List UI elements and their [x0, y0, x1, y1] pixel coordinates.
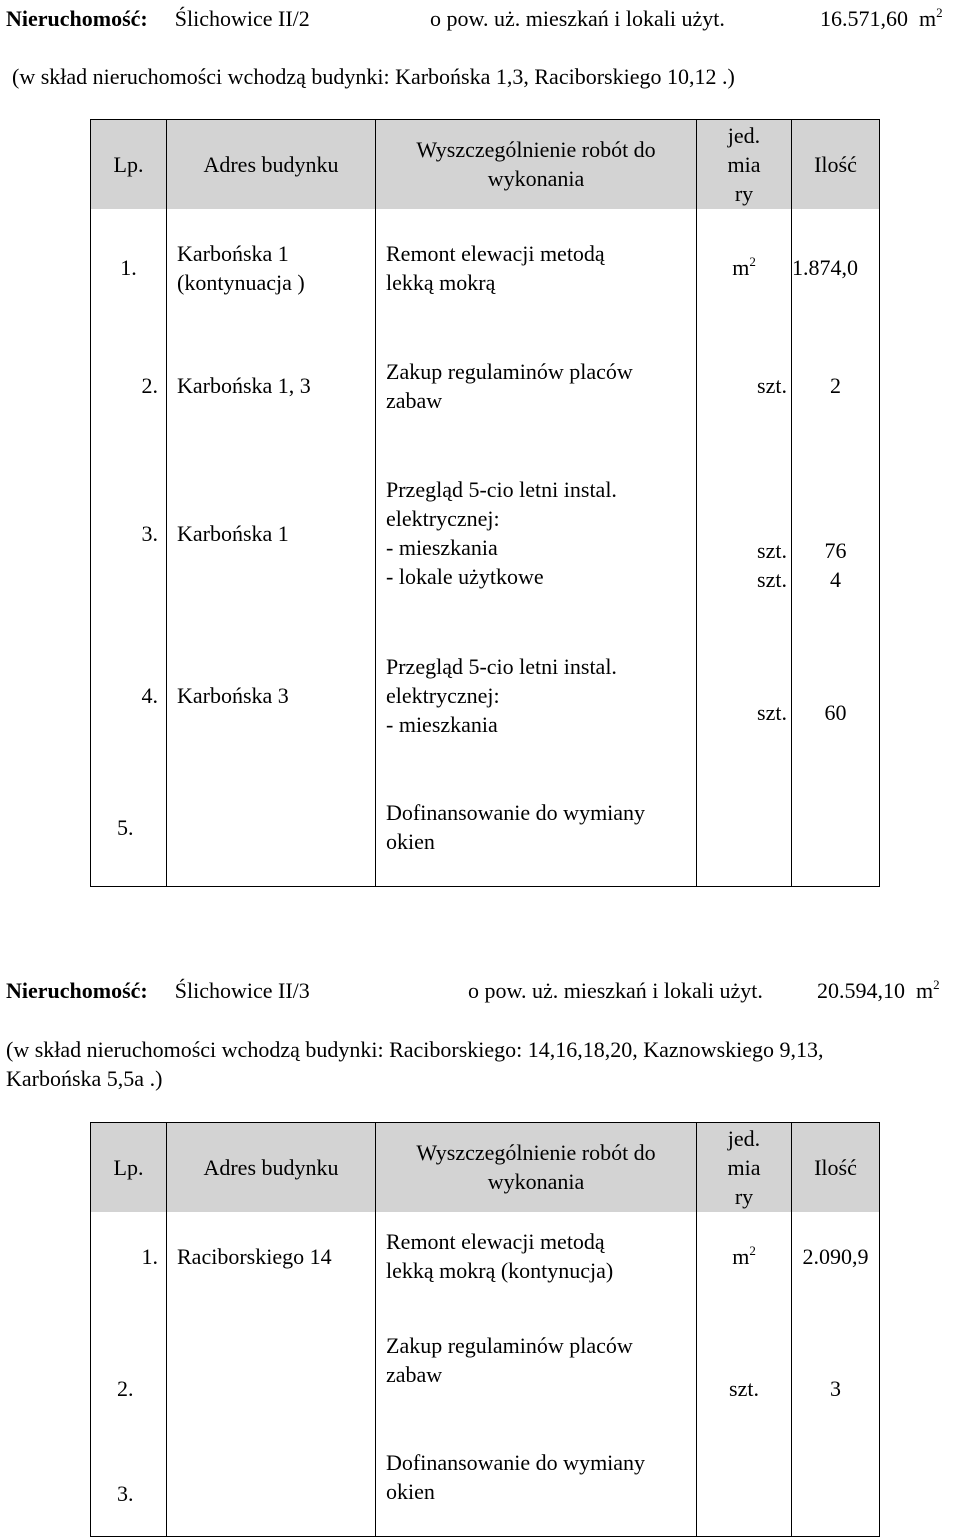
row-unit — [697, 769, 792, 887]
row-quantity: 3 — [792, 1301, 880, 1419]
row-unit: $m^2$ — [697, 1212, 792, 1301]
property-name: Ślichowice II/2 — [174, 6, 310, 31]
header-quantity: Ilość — [792, 1123, 880, 1212]
row-description: Przegląd 5-cio letni instal. elektrycznej: - mieszkania - lokale użytkowe — [376, 445, 697, 622]
row-address — [167, 769, 376, 887]
row-lp: 3. — [91, 445, 167, 622]
table-row — [91, 769, 880, 887]
row-description: Zakup regulaminów placów zabaw — [376, 1301, 697, 1419]
table-header-row — [91, 120, 880, 209]
works-table-1 — [90, 119, 880, 887]
header-quantity: Ilość — [792, 120, 880, 209]
row-description: Dofinansowanie do wymiany okien — [376, 769, 697, 887]
property-buildings: (w skład nieruchomości wchodzą budynki: Karbońska 1,3, Raciborskiego 10,12 .) — [12, 64, 735, 89]
property-area-value: 16.571,60 $m^2$ — [820, 5, 943, 31]
row-unit: szt. — [697, 327, 792, 445]
row-quantity: 2 — [792, 327, 880, 445]
row-unit: szt. szt. — [697, 445, 792, 622]
header-address: Adres budynku — [167, 120, 376, 209]
property-heading-2: Nieruchomość: Ślichowice II/3 — [6, 978, 310, 1003]
row-unit: $m^2$ — [697, 209, 792, 327]
table-row — [91, 622, 880, 769]
row-quantity: 1.874,0 — [792, 209, 880, 327]
property-heading-1: Nieruchomość: Ślichowice II/2 — [6, 6, 310, 31]
row-quantity: 60 — [792, 622, 880, 769]
row-address: Karbońska 1, 3 — [167, 327, 376, 445]
row-lp: 2. — [91, 1301, 167, 1419]
row-quantity — [792, 1419, 880, 1537]
property-area-label: o pow. uż. mieszkań i lokali użyt. — [430, 6, 725, 31]
header-description: Wyszczególnienie robót do wykonania — [376, 120, 697, 209]
table-row — [91, 209, 880, 327]
header-lp: Lp. — [91, 120, 167, 209]
row-lp: 3. — [91, 1419, 167, 1537]
works-table-2 — [90, 1122, 880, 1537]
property-buildings-line-2: Karbońska 5,5a .) — [6, 1066, 163, 1091]
table-row — [91, 1301, 880, 1419]
header-unit: jed. mia ry — [697, 120, 792, 209]
property-label: Nieruchomość — [6, 978, 141, 1003]
row-quantity: 2.090,9 — [792, 1212, 880, 1301]
row-quantity: 76 4 — [792, 445, 880, 622]
header-lp: Lp. — [91, 1123, 167, 1212]
header-address: Adres budynku — [167, 1123, 376, 1212]
row-lp: 2. — [91, 327, 167, 445]
row-unit: szt. — [697, 1301, 792, 1419]
row-lp: 1. — [91, 1212, 167, 1301]
property-area-value: 20.594,10 $m^2$ — [817, 977, 940, 1003]
row-description: Remont elewacji metodą lekką mokrą — [376, 209, 697, 327]
row-quantity — [792, 769, 880, 887]
row-description: Dofinansowanie do wymiany okien — [376, 1419, 697, 1537]
table-row — [91, 1212, 880, 1301]
row-description: Zakup regulaminów placów zabaw — [376, 327, 697, 445]
property-area-label: o pow. uż. mieszkań i lokali użyt. — [468, 978, 763, 1003]
row-description: Przegląd 5-cio letni instal. elektrycznej: - mieszkania — [376, 622, 697, 769]
row-address: Karbońska 1 (kontynuacja ) — [167, 209, 376, 327]
table-row — [91, 327, 880, 445]
row-address: Karbońska 3 — [167, 622, 376, 769]
row-address: Karbońska 1 — [167, 445, 376, 622]
row-lp: 5. — [91, 769, 167, 887]
row-unit: szt. — [697, 622, 792, 769]
table-row — [91, 445, 880, 622]
row-address — [167, 1419, 376, 1537]
row-unit — [697, 1419, 792, 1537]
row-address: Raciborskiego 14 — [167, 1212, 376, 1301]
row-address — [167, 1301, 376, 1419]
table-header-row — [91, 1123, 880, 1212]
property-name: Ślichowice II/3 — [174, 978, 310, 1003]
property-buildings-line-1: (w skład nieruchomości wchodzą budynki: Raciborskiego: 14,16,18,20, Kaznowskiego 9,13, — [6, 1037, 824, 1062]
header-description: Wyszczególnienie robót do wykonania — [376, 1123, 697, 1212]
property-label: Nieruchomość — [6, 6, 141, 31]
table-row — [91, 1419, 880, 1537]
row-lp: 4. — [91, 622, 167, 769]
row-description: Remont elewacji metodą lekką mokrą (kontynucja) — [376, 1212, 697, 1301]
header-unit: jed. mia ry — [697, 1123, 792, 1212]
row-lp: 1. — [91, 209, 167, 327]
